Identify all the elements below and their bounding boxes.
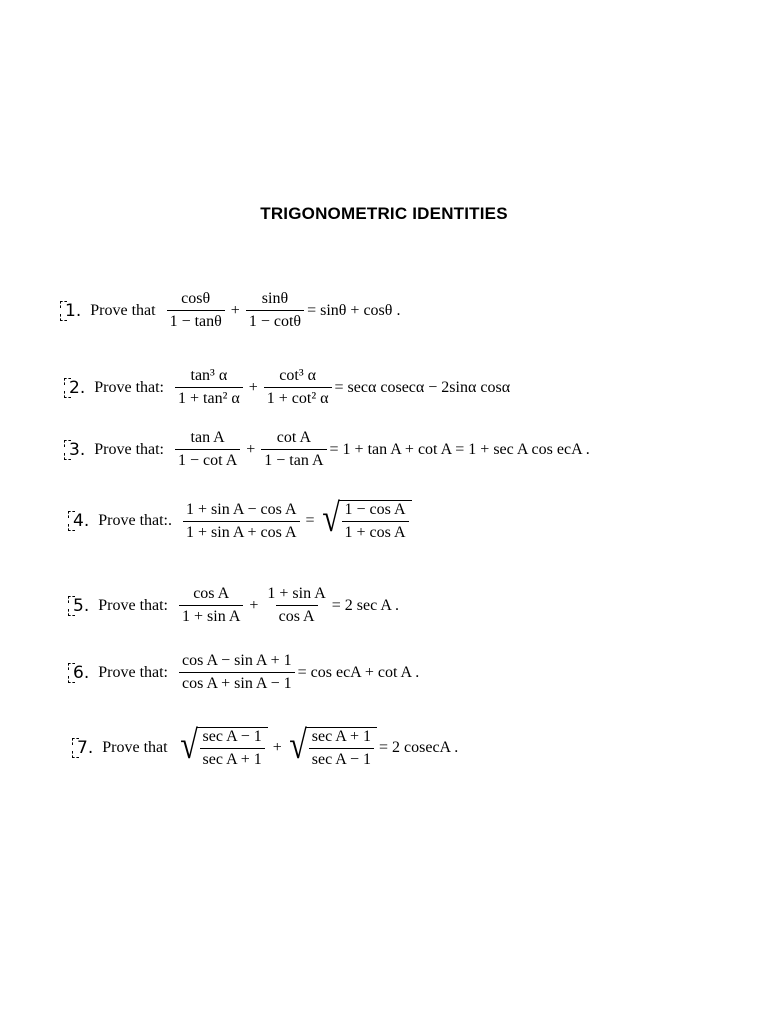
square-root — [178, 722, 268, 769]
numerator: 1 + sin A − cos A — [186, 500, 297, 518]
operator: + — [272, 739, 282, 756]
problem-7 — [74, 722, 459, 769]
operator: + — [249, 596, 259, 614]
denominator: 1 − tanθ — [167, 310, 225, 331]
denominator: sec A − 1 — [309, 748, 374, 769]
numerator: tan A — [190, 429, 225, 446]
fraction — [246, 290, 304, 331]
numerator: cos A — [193, 585, 230, 602]
fraction — [175, 367, 243, 408]
fraction — [179, 585, 243, 626]
right-hand-side: = secα cosecα − 2sinα cosα — [334, 378, 511, 396]
fraction — [179, 652, 295, 693]
fraction — [261, 429, 326, 470]
denominator: 1 + cos A — [342, 521, 409, 542]
numerator: sec A + 1 — [311, 728, 371, 745]
problem-label: Prove that:. — [98, 512, 172, 529]
numerator: tan³ α — [190, 367, 228, 384]
square-root — [287, 722, 377, 769]
problem-label: Prove that — [102, 739, 168, 756]
denominator: sec A + 1 — [200, 748, 265, 769]
square-root — [320, 495, 412, 542]
right-hand-side: = 2 sec A . — [331, 596, 400, 614]
denominator: 1 + tan² α — [175, 387, 243, 408]
problem-5 — [70, 585, 399, 626]
problem-number: 6. — [70, 663, 92, 683]
numerator: sec A − 1 — [202, 728, 262, 745]
denominator: 1 + sin A — [179, 605, 243, 626]
operator: = — [305, 512, 315, 529]
right-hand-side: = 2 cosecA . — [379, 739, 459, 756]
denominator: cos A — [276, 605, 318, 626]
problem-label: Prove that: — [94, 440, 164, 458]
fraction — [342, 501, 409, 542]
problem-number: 7. — [74, 738, 96, 758]
fraction — [264, 585, 328, 626]
problem-2 — [66, 367, 510, 408]
fraction — [167, 290, 225, 331]
denominator: 1 + cot² α — [264, 387, 332, 408]
numerator: 1 − cos A — [344, 501, 406, 518]
operator: + — [230, 301, 240, 319]
problem-4 — [70, 495, 414, 542]
numerator: cot³ α — [279, 367, 317, 384]
fraction — [183, 501, 300, 542]
denominator: cos A + sin A − 1 — [179, 672, 295, 693]
denominator: 1 − tan A — [261, 449, 326, 470]
page-title: TRIGONOMETRIC IDENTITIES — [260, 204, 508, 223]
denominator: 1 − cotθ — [246, 310, 304, 331]
radical-sign-icon: √ — [288, 722, 307, 767]
problem-number: 3. — [66, 440, 88, 460]
numerator: cosθ — [181, 290, 211, 307]
fraction — [175, 429, 240, 470]
fraction — [200, 728, 265, 769]
problem-6 — [70, 652, 419, 693]
numerator: 1 + sin A — [267, 585, 326, 602]
radical-sign-icon: √ — [321, 495, 340, 540]
fraction — [309, 728, 374, 769]
operator: + — [248, 378, 258, 396]
problem-label: Prove that: — [98, 663, 168, 681]
problem-3 — [66, 429, 590, 470]
right-hand-side: = cos ecA + cot A . — [297, 663, 420, 681]
problem-number: 5. — [70, 596, 92, 616]
right-hand-side: = 1 + tan A + cot A = 1 + sec A cos ecA . — [329, 440, 590, 458]
fraction — [264, 367, 332, 408]
problem-number: 2. — [66, 378, 88, 398]
radical-sign-icon: √ — [179, 722, 198, 767]
numerator: cot A — [276, 429, 312, 446]
right-hand-side: = sinθ + cosθ . — [307, 301, 401, 319]
denominator: 1 + sin A + cos A — [183, 521, 300, 542]
problem-label: Prove that — [90, 301, 156, 319]
problem-label: Prove that: — [98, 596, 168, 614]
problem-label: Prove that: — [94, 378, 164, 396]
denominator: 1 − cot A — [175, 449, 240, 470]
problem-1 — [62, 290, 400, 331]
numerator: cos A − sin A + 1 — [182, 652, 292, 669]
problem-number: 1. — [62, 301, 84, 321]
operator: + — [246, 440, 256, 458]
numerator: sinθ — [261, 290, 289, 307]
problem-number: 4. — [70, 511, 92, 531]
